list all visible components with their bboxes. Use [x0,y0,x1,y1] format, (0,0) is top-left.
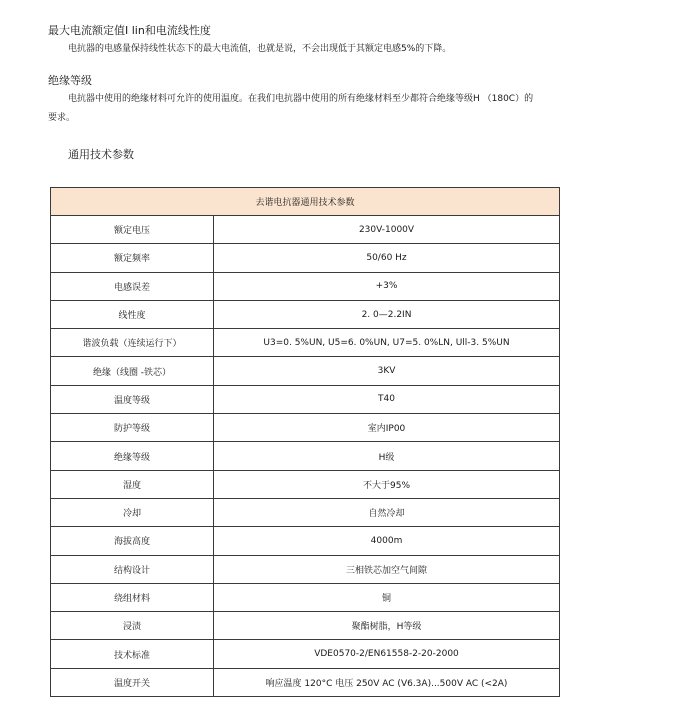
table-row [51,470,560,498]
table-row [51,300,560,328]
section-title-max-current: 最大电流额定值I lin和电流线性度 [48,24,211,37]
param-label: 浸渍 [51,612,214,640]
table-row [51,357,560,385]
param-label: 结构设计 [51,555,214,583]
table-row [51,612,560,640]
table-row [51,329,560,357]
param-value: 自然冷却 [214,498,560,526]
table-row [51,414,560,442]
table-row [51,244,560,272]
param-label: 线性度 [51,300,214,328]
param-value: 不大于95% [214,470,560,498]
table-row [51,272,560,300]
spec-table [50,187,560,697]
param-value: 室内IP00 [214,414,560,442]
table-row [51,385,560,413]
param-value: 2. 0—2.2IN [214,300,560,328]
table-header-row [51,188,560,216]
param-value: 50/60 Hz [214,244,560,272]
table-row [51,527,560,555]
param-value: 三相铁芯加空气间隙 [214,555,560,583]
param-label: 谐波负载（连续运行下） [51,329,214,357]
table-row [51,640,560,668]
param-label: 额定频率 [51,244,214,272]
params-title: 通用技术参数 [68,148,134,161]
section-body-insulation-line2: 要求。 [48,113,76,123]
param-label: 绝缘（线圈 -铁芯） [51,357,214,385]
param-value: 230V-1000V [214,216,560,244]
param-value: 聚酯树脂，H等级 [214,612,560,640]
param-value: VDE0570-2/EN61558-2-20-2000 [214,640,560,668]
param-value: H级 [214,442,560,470]
param-label: 海拔高度 [51,527,214,555]
param-value: 响应温度 120°C 电压 250V AC (V6.3A)...500V AC (<2A) [214,668,560,696]
param-label: 防护等级 [51,414,214,442]
section-body-insulation-line1: 电抗器中使用的绝缘材料可允许的使用温度。在我们电抗器中使用的所有绝缘材料至少都符合绝缘等级H （180C）的 [68,94,534,104]
param-label: 冷却 [51,498,214,526]
table-row [51,668,560,696]
param-value: T40 [214,385,560,413]
table-header: 去谐电抗器通用技术参数 [51,188,560,216]
param-value: 铜 [214,583,560,611]
param-value: 3KV [214,357,560,385]
table-row [51,583,560,611]
table-row [51,555,560,583]
table-row [51,442,560,470]
table-row [51,216,560,244]
param-label: 电感误差 [51,272,214,300]
param-value: +3% [214,272,560,300]
param-label: 额定电压 [51,216,214,244]
param-label: 温度等级 [51,385,214,413]
param-label: 温度开关 [51,668,214,696]
param-label: 湿度 [51,470,214,498]
section-title-insulation: 绝缘等级 [48,74,92,87]
spec-table-body [51,216,560,697]
param-label: 技术标准 [51,640,214,668]
param-value: 4000m [214,527,560,555]
param-label: 绝缘等级 [51,442,214,470]
param-label: 绕组材料 [51,583,214,611]
table-row [51,498,560,526]
param-value: U3=0. 5%UN, U5=6. 0%UN, U7=5. 0%LN, Ull-3. 5%UN [214,329,560,357]
section-body-max-current: 电抗器的电感量保持线性状态下的最大电流值，也就是说，不会出现低于其额定电感5%的下降。 [68,44,452,54]
